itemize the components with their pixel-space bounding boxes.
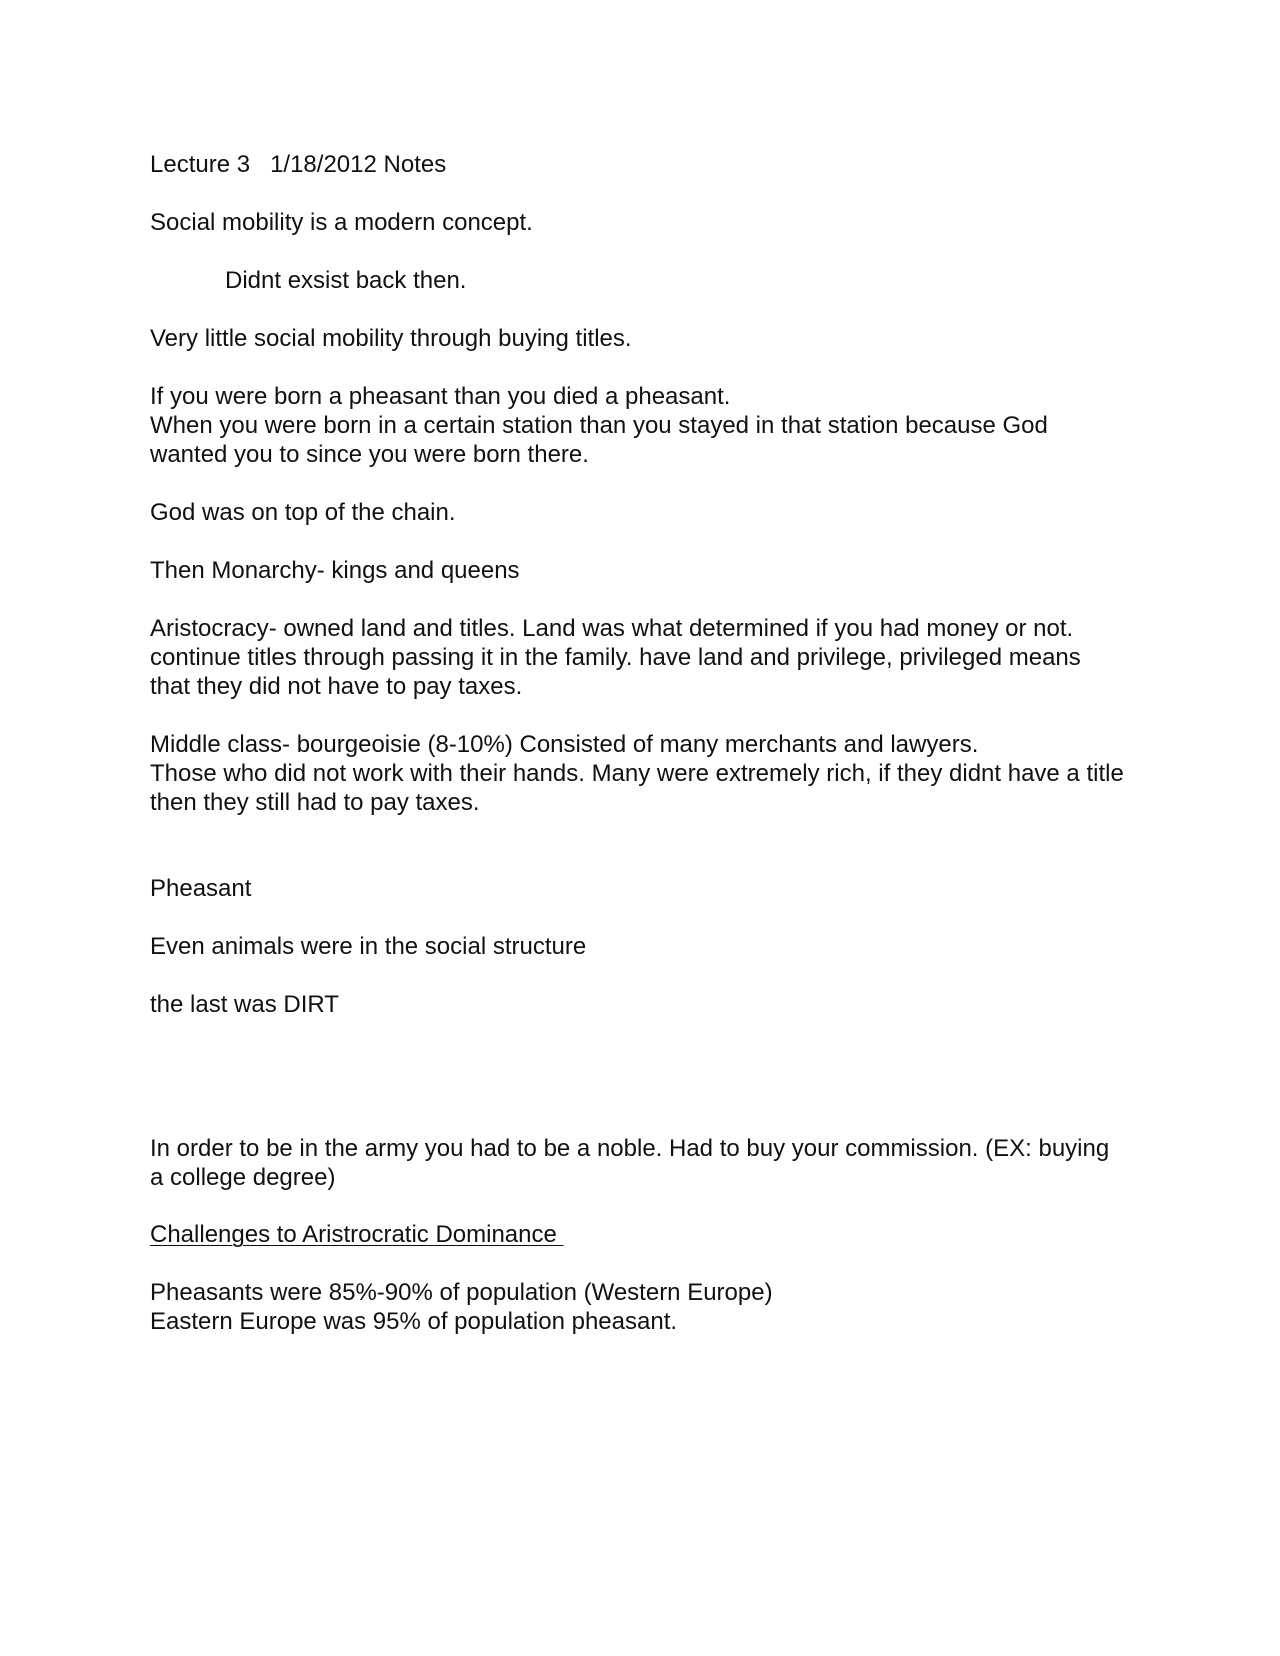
- dirt-line: the last was DIRT: [150, 991, 339, 1018]
- pheasant-line: Pheasant: [150, 875, 252, 902]
- god-top-line: God was on top of the chain.: [150, 499, 456, 526]
- station-paragraph: When you were born in a certain station than you stayed in that station because God wanted you to since you were born there.: [150, 412, 1048, 468]
- aristocracy-paragraph: Aristocracy- owned land and titles. Land was what determined if you had money or not. continue titles through passing it in the family. have land and privilege, privileged means that they did not have to pay taxes.: [150, 615, 1081, 700]
- eastern-europe-line: Eastern Europe was 95% of population pheasant.: [150, 1308, 678, 1335]
- middle-class-line: Middle class- bourgeoisie (8-10%) Consisted of many merchants and lawyers.: [150, 731, 979, 758]
- middle-class-paragraph: Those who did not work with their hands. Many were extremely rich, if they didnt have a title then they still had to pay taxes.: [150, 760, 1124, 816]
- animals-line: Even animals were in the social structure: [150, 933, 587, 960]
- lecture-header: Lecture 3 1/18/2012 Notes: [150, 151, 447, 178]
- social-mobility-line: Social mobility is a modern concept.: [150, 209, 533, 236]
- challenges-heading: Challenges to Aristrocratic Dominance: [150, 1221, 564, 1248]
- born-pheasant-line: If you were born a pheasant than you died a pheasant.: [150, 383, 731, 410]
- western-europe-line: Pheasants were 85%-90% of population (Western Europe): [150, 1279, 773, 1306]
- monarchy-line: Then Monarchy- kings and queens: [150, 557, 520, 584]
- buying-titles-line: Very little social mobility through buying titles.: [150, 325, 632, 352]
- didnt-exist-line: Didnt exsist back then.: [225, 267, 467, 294]
- army-paragraph: In order to be in the army you had to be a noble. Had to buy your commission. (EX: buying a college degree): [150, 1135, 1110, 1191]
